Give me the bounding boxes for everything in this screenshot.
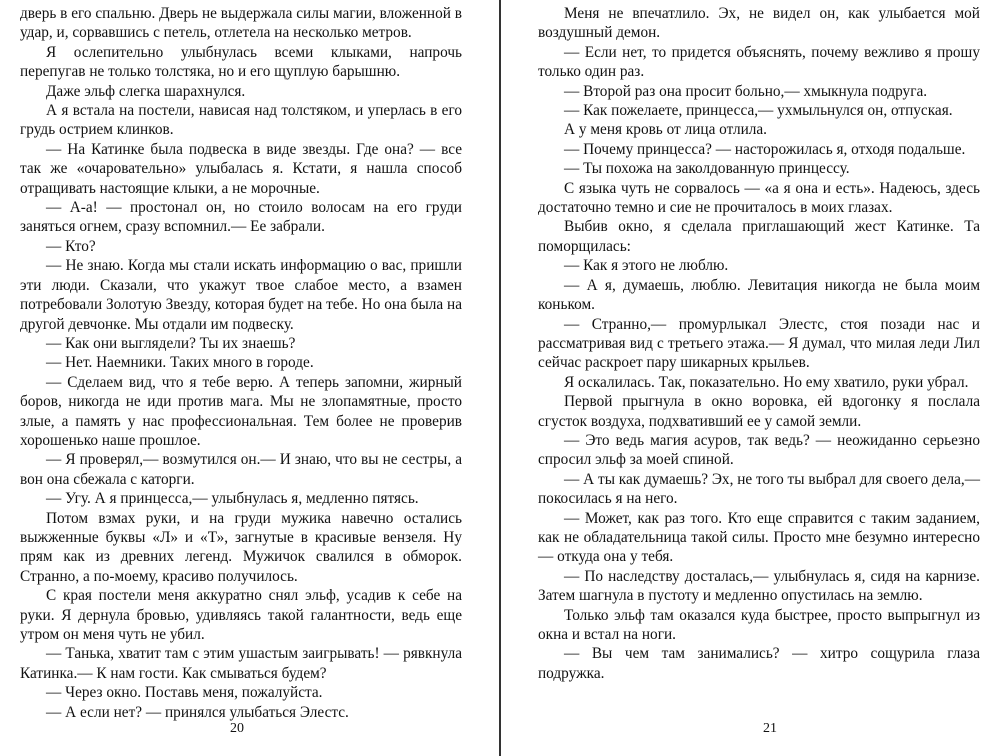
paragraph: А я встала на постели, нависая над толстяком, и уперлась в его грудь острием клинков.: [20, 102, 462, 139]
paragraph: — Ты похожа на заколдованную принцессу.: [564, 160, 850, 178]
paragraph: — Как я этого не люблю.: [564, 257, 729, 275]
paragraph: — Сделаем вид, что я тебе верю. А теперь запомни, жирный боров, никогда не иди против мага. Мы не злопамятные, просто злые, а память у нас профессиональная. Тем более не проверив хорошенько наше прошлое.: [20, 373, 462, 449]
paragraph: — По наследству досталась,— улыбнулась я, сидя на карнизе. Затем шагнула в пустоту и медленно опустилась на землю.: [538, 567, 980, 605]
paragraph: Выбив окно, я сделала приглашающий жест Катинке. Та поморщилась:: [538, 218, 980, 255]
right-page: [500, 0, 1000, 756]
paragraph: — Странно,— промурлыкал Элестс, стоя позади нас и рассматривая вид с третьего этажа.— Я думал, что милая леди Лил сейчас раскроет пару шикарных крыльев.: [538, 315, 980, 372]
paragraph: — Нет. Наемники. Таких много в городе.: [46, 354, 314, 372]
paragraph: — Вы чем там занимались? — хитро сощурила глаза подружка.: [538, 645, 980, 682]
paragraph: С языка чуть не сорвалось — «а я она и есть». Надеюсь, здесь достаточно темно и сие не прочиталось в моих глазах.: [538, 179, 980, 217]
paragraph: — Через окно. Поставь меня, пожалуйста.: [46, 684, 323, 702]
paragraph: — Кто?: [46, 237, 96, 255]
paragraph: дверь в его спальню. Дверь не выдержала силы магии, вложенной в удар, и, сорвавшись с петель, отлетела на несколько метров.: [20, 5, 462, 42]
paragraph: — А если нет? — принялся улыбаться Элестс.: [46, 703, 349, 721]
page-number: 20: [230, 721, 244, 736]
paragraph: — Я проверял,— возмутился он.— И знаю, что вы не сестры, а вон она сбежала с каторги.: [20, 451, 462, 488]
paragraph: — На Катинке была подвеска в виде звезды. Где она? — все так же «очаровательно» улыбалась я. Кстати, я нашла способ отращивать настоящие клыки, а не морочные.: [20, 140, 462, 197]
paragraph: Даже эльф слегка шарахнулся.: [46, 82, 246, 100]
paragraph: — А-а! — простонал он, но стоило волосам на его груди заняться огнем, сразу вспомнил.— Ее забрали.: [20, 199, 462, 236]
paragraph: — Это ведь магия асуров, так ведь? — неожиданно серьезно спросил эльф за моей спиной.: [538, 431, 980, 469]
paragraph: Я оскалилась. Так, показательно. Но ему хватило, руки убрал.: [564, 373, 969, 391]
paragraph: Я ослепительно улыбнулась всеми клыками, напрочь перепугав не только толстяка, но и его щуплую барышню.: [20, 43, 462, 81]
paragraph: — Как пожелаете, принцесса,— ухмыльнулся он, отпуская.: [564, 102, 953, 120]
paragraph: Только эльф там оказался куда быстрее, просто выпрыгнул из окна и встал на ноги.: [538, 606, 980, 643]
paragraph: — Если нет, то придется объяснять, почему вежливо я прошу только один раз.: [538, 43, 980, 81]
paragraph: — А я, думаешь, люблю. Левитация никогда не была моим коньком.: [538, 276, 980, 314]
paragraph: — Не знаю. Когда мы стали искать информацию о вас, пришли эти люди. Сказали, что укажут твое слабое место, а взамен потребовали Золотую Звезду, которая будет на тебе. Но она была на другой девчонке. Мы отдали им подвеску.: [20, 257, 462, 333]
paragraph: Меня не впечатлило. Эх, не видел он, как улыбается мой воздушный демон.: [538, 5, 980, 42]
right-page-text: [538, 4, 980, 683]
paragraph: А у меня кровь от лица отлила.: [564, 121, 768, 139]
paragraph: — А ты как думаешь? Эх, не того ты выбрал для своего дела,— покосилась я на него.: [538, 470, 980, 508]
paragraph: — Второй раз она просит больно,— хмыкнула подруга.: [564, 82, 928, 100]
paragraph: — Почему принцесса? — насторожилась я, отходя подальше.: [564, 140, 966, 158]
paragraph: Потом взмах руки, и на груди мужика навечно остались выжженные буквы «Л» и «Т», загнутые в красивые вензеля. Ну прям как из древних легенд. Мужичок свалился в обморок. Странно, а по-моему, красиво получилось.: [20, 509, 462, 585]
paragraph: С края постели меня аккуратно снял эльф, усадив к себе на руки. Я дернула бровью, удивляясь такой галантности, ведь еще утром он меня чуть не убил.: [20, 587, 462, 643]
left-page-text: [20, 4, 462, 722]
paragraph: — Может, как раз того. Кто еще справится с таким заданием, как не обладательница такой силы. Просто мне безумно интересно — откуда она у тебя.: [538, 509, 980, 566]
paragraph: — Угу. А я принцесса,— улыбнулась я, медленно пятясь.: [46, 490, 419, 508]
paragraph: — Танька, хватит там с этим ушастым заигрывать! — рявкнула Катинка.— К нам гости. Как смываться будем?: [20, 645, 462, 682]
page-number: 21: [763, 721, 777, 736]
paragraph: Первой прыгнула в окно воровка, ей вдогонку я послала сгусток воздуха, подхвативший ее у самой земли.: [538, 393, 980, 430]
paragraph: — Как они выглядели? Ты их знаешь?: [46, 334, 296, 352]
